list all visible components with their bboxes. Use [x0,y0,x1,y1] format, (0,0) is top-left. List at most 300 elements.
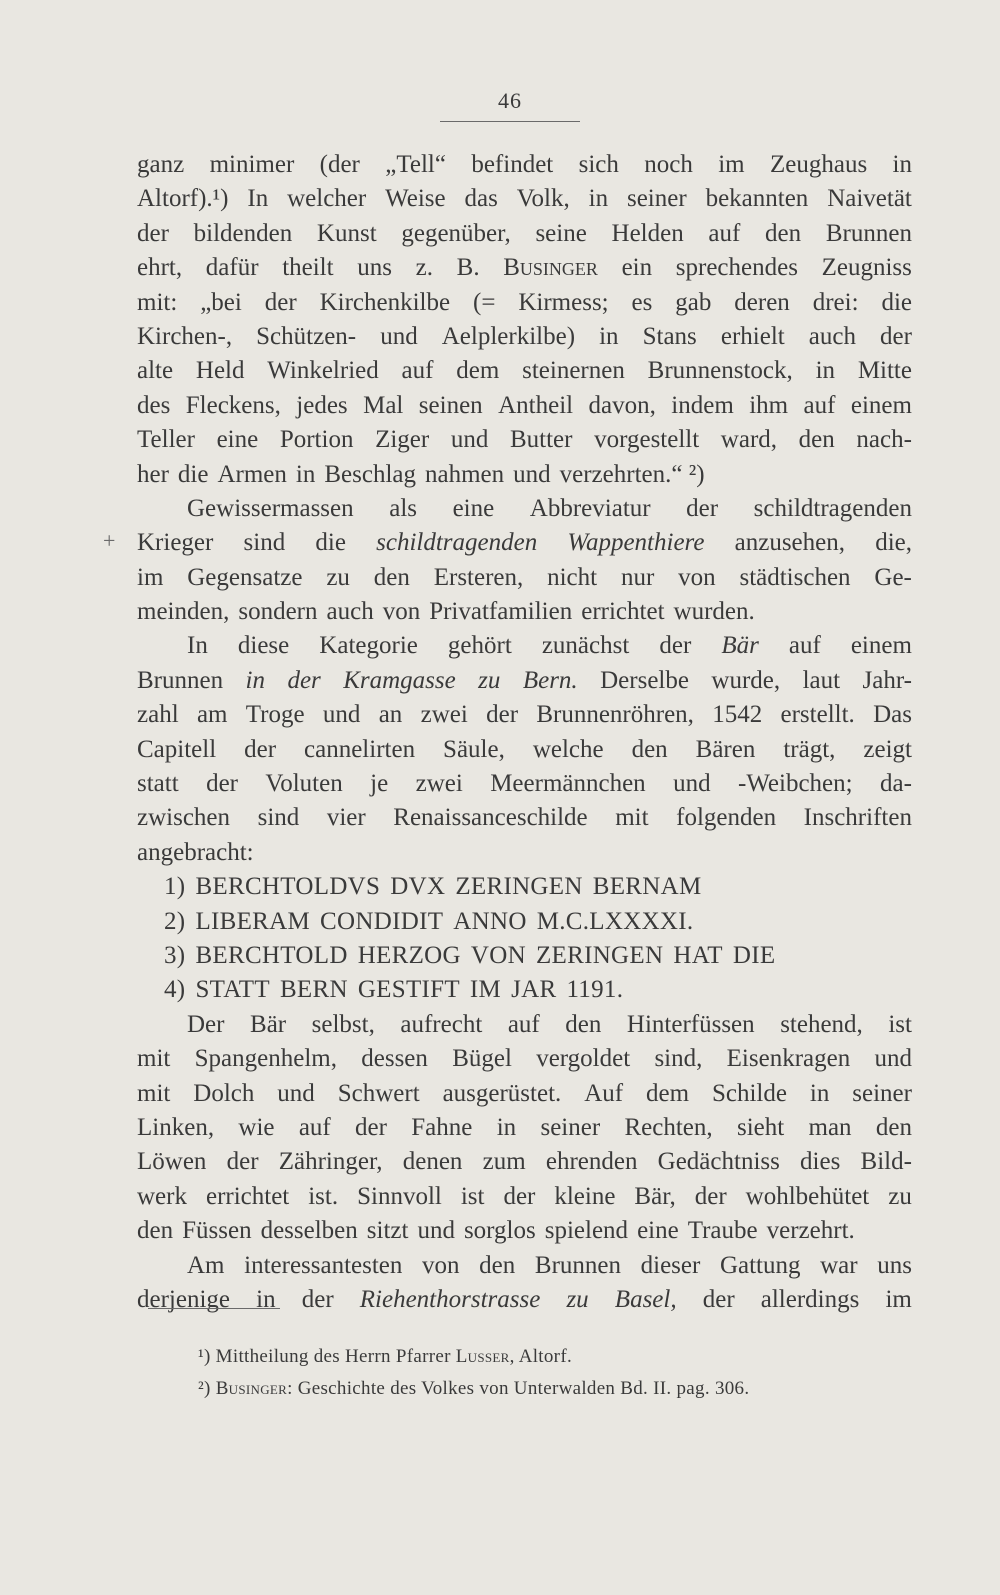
word: ANNO [453,907,527,935]
word: verzehrt. [766,1217,855,1245]
word: Bär, [634,1182,676,1210]
word: CONDIDIT [320,907,444,935]
word: Weise [385,185,446,213]
word: M.C.LXXXXI. [536,907,694,935]
word: Jahr- [862,666,912,694]
word: Säule, [443,735,505,763]
word: Renaissanceschilde [393,804,588,832]
word: dies [800,1148,841,1176]
word: und [277,1079,315,1107]
word: davon, [588,391,656,419]
word: Brunnen [825,219,912,247]
text-line [137,182,912,216]
footnote-text: : Geschichte des Volkes von Unterwalden Bd. II. pag. 306. [287,1378,750,1399]
word: mit [137,1079,171,1107]
word: in [245,666,265,694]
word: Beschlag [324,460,416,488]
word: zeigt [863,735,912,763]
word: LIBERAM [195,907,311,935]
word: Inschriften [803,804,912,832]
word: trägt, [783,735,836,763]
word: den [765,219,802,247]
word: Spangenhelm, [194,1045,337,1073]
word: und [673,770,711,798]
footnote-2 [198,1373,938,1405]
word: Ersteren, [433,563,524,591]
word: der [659,632,692,660]
word: zu [566,1285,589,1313]
text-line [137,836,912,870]
word: des [137,391,171,419]
margin-mark: + [103,528,116,553]
word: bildenden [193,219,293,247]
word: und [513,460,551,488]
word: Kirchenkilbe [319,288,451,316]
footnote-text: , Altorf. [509,1346,572,1367]
word: Teller [137,426,195,454]
word: denen [402,1148,463,1176]
word: nur [620,563,655,591]
word: auf [401,357,434,385]
word: ehrenden [545,1148,638,1176]
word: von [678,563,716,591]
word: alte [137,357,174,385]
word: die [881,288,912,316]
word: uns [357,254,392,282]
word: Antheil [498,391,574,419]
text-line [137,939,912,973]
word: und [417,1217,455,1245]
word: ward, [720,426,778,454]
word: der [355,1113,387,1141]
word: ihm [749,391,789,419]
word: Traube [687,1217,758,1245]
word: Derselbe [600,666,689,694]
word: in [809,1079,830,1107]
word: der [486,701,519,729]
word: in [892,151,912,178]
text-line [137,458,912,492]
word: Bern. [522,666,578,694]
word: ist. [308,1182,339,1210]
word: Brunnen [534,1251,621,1279]
word: da- [880,770,912,798]
word: Helden [611,219,684,247]
word: Schützen- [256,322,357,350]
text-line [137,801,912,835]
word: nahmen [424,460,505,488]
word: vier [326,804,366,832]
word: kleine [554,1182,616,1210]
word: cannelirten [304,735,416,763]
word: Löwen [137,1148,207,1176]
word: zu [326,563,350,591]
word: gab [675,288,712,316]
word: ZERINGEN [455,873,583,901]
text-line [137,1214,912,1248]
word: „bei [200,288,242,316]
word: die [177,460,209,488]
footnotes [198,1341,938,1405]
word: dem [456,357,500,385]
word: Fahne [411,1113,473,1141]
word: HERZOG [357,941,461,969]
word: errichtet [205,1182,290,1210]
word: Naivetät [827,185,912,213]
text-line [137,698,912,732]
word: sitzt [366,1217,409,1245]
text-line [137,251,912,285]
word: wohlbehütet [745,1182,870,1210]
word: stehend, [780,1010,863,1038]
word: selbst, [311,1010,375,1038]
text-line [137,1283,912,1317]
word: Mitte [857,357,912,385]
text-line [137,1145,912,1179]
word: schildtragenden [376,529,538,557]
word: Zähringer, [278,1148,383,1176]
text-line [137,526,912,560]
word: städtischen [739,563,851,591]
word: zunächst [541,632,630,660]
word: Capitell [137,735,217,763]
word: Wappenthiere [567,529,705,557]
word: Volk, [516,185,570,213]
word: dafür [205,254,259,282]
word: befindet [471,151,554,178]
word: war [820,1251,858,1279]
word: den [631,735,668,763]
word: Voluten [265,770,343,798]
footnote-text: ¹) Mittheilung des Herrn Pfarrer [198,1346,456,1367]
footnote-1 [198,1341,938,1373]
word: 1) [164,873,186,901]
word: STATT [195,976,270,1004]
text-line [137,286,912,320]
word: Abbreviatur [529,494,651,522]
word: der [301,1285,334,1313]
word: eine [637,1217,679,1245]
word: sich [578,151,619,178]
word: der [206,770,238,798]
word: nach- [856,426,912,454]
word: in [815,357,836,385]
word: Hinterfüssen [626,1010,755,1038]
word: -Weibchen; [738,770,853,798]
word: auf [803,391,836,419]
word: ZERINGEN [535,941,664,969]
word: Zeugniss [821,254,912,282]
page-number: 46 [498,88,522,113]
word: Schilde [711,1079,787,1107]
word: den [137,1217,174,1245]
word: der [287,666,321,694]
word: noch [644,151,693,178]
word: ehrt, [137,254,183,282]
word: der [880,322,912,350]
word: interessantesten [244,1251,403,1279]
word: IM [469,976,502,1004]
word: anzusehen, [734,529,845,557]
word: von [382,598,421,626]
word: nicht [547,563,598,591]
word: die [315,529,346,557]
text-line [137,320,912,354]
word: Ge- [874,563,912,591]
word: 1191. [566,976,624,1004]
text-line [137,148,912,182]
word: DVX [390,873,446,901]
word: Portion [279,426,354,454]
word: Brunnenröhren, [536,701,694,729]
word: sondern [238,598,318,626]
word: zahl [137,701,179,729]
word: Mal [363,391,404,419]
word: Bild- [860,1148,912,1176]
word: am [196,701,228,729]
word: wie [238,1113,275,1141]
word: eine [452,494,495,522]
word: und [322,701,361,729]
word: Gegensatze [187,563,303,591]
word: Eisenkragen [726,1045,851,1073]
word: gegenüber, [401,219,511,247]
word: folgenden [676,804,777,832]
word: wurde, [711,666,781,694]
word: 3) [164,941,186,969]
word: in [256,1285,276,1313]
word: drei: [812,288,859,316]
text-line [137,905,912,939]
word: den [565,1010,602,1038]
word: laut [802,666,841,694]
word: Winkelried [267,357,379,385]
word: 4) [164,976,186,1004]
word: der [686,494,719,522]
word: 1542 [712,701,763,729]
word: zu [888,1182,912,1210]
word: Rechten, [624,1113,713,1141]
word: auf [788,632,821,660]
word: erhielt [720,322,785,350]
word: Troge [245,701,305,729]
word: Kramgasse [343,666,456,694]
word: ist [460,1182,485,1210]
word: und [450,426,489,454]
word: indem [671,391,734,419]
word: werk [137,1182,187,1210]
text-line [137,217,912,251]
word: im [137,563,164,591]
word: Bügel [452,1045,512,1073]
text-line [137,1077,912,1111]
word: auch [326,598,374,626]
word: aufrecht [400,1010,483,1038]
word: Kirmess; [518,288,609,316]
word: zwei [420,701,468,729]
word: als [389,494,417,522]
word: Der [187,1010,225,1038]
word: Schwert [337,1079,420,1107]
word: Bär [250,1010,287,1038]
word: zu [478,666,501,694]
word: wurden. [673,598,755,626]
word: seiner [626,185,687,213]
word: und [874,1045,912,1073]
word: Held [195,357,245,385]
word: HAT [673,941,723,969]
word: schildtragenden [753,494,912,522]
word: und [380,322,418,350]
word: statt [137,770,179,798]
word: auf [298,1113,331,1141]
word: Gewissermassen [187,494,354,522]
word: sind, [654,1045,703,1073]
word: dessen [361,1045,428,1073]
word: Brunnen [137,666,224,694]
text-line [137,664,912,698]
body-text [137,148,912,1317]
word: In [247,185,269,213]
word: ein [621,254,653,282]
word: Basel, [614,1285,677,1313]
word: deren [734,288,790,316]
text-line [137,561,912,595]
word: jedes [296,391,348,419]
word: Gedächtniss [657,1148,780,1176]
word: her [137,460,169,488]
word: In [187,632,208,660]
word: ist [888,1010,912,1038]
word: steinernen [522,357,625,385]
word: BERN [279,976,348,1004]
word: Sinnvoll [357,1182,442,1210]
word: sprechendes [675,254,798,282]
word: derjenige [137,1285,231,1313]
word: welcher [287,185,367,213]
word: desselben [260,1217,358,1245]
word: ausgerüstet. [442,1079,562,1107]
word: den [373,563,410,591]
word: Bären [695,735,756,763]
word: den [798,426,835,454]
word: Armen [217,460,287,488]
word: sind [243,529,286,557]
word: der [137,219,169,247]
word: in [295,460,316,488]
word: Stans [642,322,697,350]
word: BERCHTOLD [195,941,348,969]
word: Gattung [719,1251,801,1279]
word: der [694,1182,727,1210]
word: BERNAM [592,873,702,901]
word: zum [482,1148,526,1176]
word: an [378,701,403,729]
word: in [588,185,609,213]
word: Butter [509,426,573,454]
word: der [244,735,277,763]
word: den [479,1251,516,1279]
word: gehört [447,632,512,660]
word: man [808,1113,852,1141]
word: Brunnenstock, [647,357,793,385]
word: Zeughaus [769,151,868,178]
text-line [137,733,912,767]
word: mit [137,1045,171,1073]
text-line [137,1111,912,1145]
word: spielend [544,1217,629,1245]
text-line [137,1180,912,1214]
word: Businger [503,254,598,282]
word: erstellt. [780,701,855,729]
word: sieht [736,1113,785,1141]
word: im [885,1285,912,1313]
header-rule [440,121,580,122]
footnote-text: Lusser [455,1346,510,1367]
word: Dolch [193,1079,255,1107]
word: dieser [640,1251,701,1279]
word: seinen [418,391,483,419]
text-line [137,1008,912,1042]
word: 2) [164,907,186,935]
word: der [226,1148,259,1176]
word: Meermännchen [490,770,646,798]
word: im [718,151,745,178]
word: JAR [511,976,557,1004]
word: mit [615,804,649,832]
word: Altorf).¹) [137,185,229,213]
footnote-rule [148,1308,280,1309]
word: Kirchen-, [137,322,233,350]
word: (der [319,151,360,178]
word: uns [877,1251,912,1279]
word: Aelplerkilbe) [441,322,576,350]
text-line [137,492,912,526]
text-line [137,1249,912,1283]
word: zwischen [137,804,231,832]
word: je [370,770,389,798]
word: in [599,322,619,350]
text-line [137,629,912,663]
word: Am [187,1251,225,1279]
text-line [137,767,912,801]
word: das [464,185,498,213]
word: ganz [137,151,185,178]
word: dem [646,1079,690,1107]
word: diese [237,632,290,660]
word: Füssen [182,1217,252,1245]
word: Krieger [137,529,214,557]
text-line [137,423,912,457]
word: DIE [732,941,776,969]
word: theilt [282,254,334,282]
word: Kategorie [319,632,418,660]
text-line [137,389,912,423]
word: Riehenthorstrasse [359,1285,541,1313]
word: z. [415,254,433,282]
word: bekannten [705,185,809,213]
word: minimer [209,151,295,178]
word: B. [456,254,480,282]
word: vergoldet [536,1045,631,1073]
word: seiner [540,1113,601,1141]
word: Bär [721,632,759,660]
word: den [875,1113,912,1141]
word: VON [470,941,526,969]
word: errichtet [581,598,665,626]
word: Das [873,701,912,729]
footnote-text: Businger [215,1378,288,1399]
